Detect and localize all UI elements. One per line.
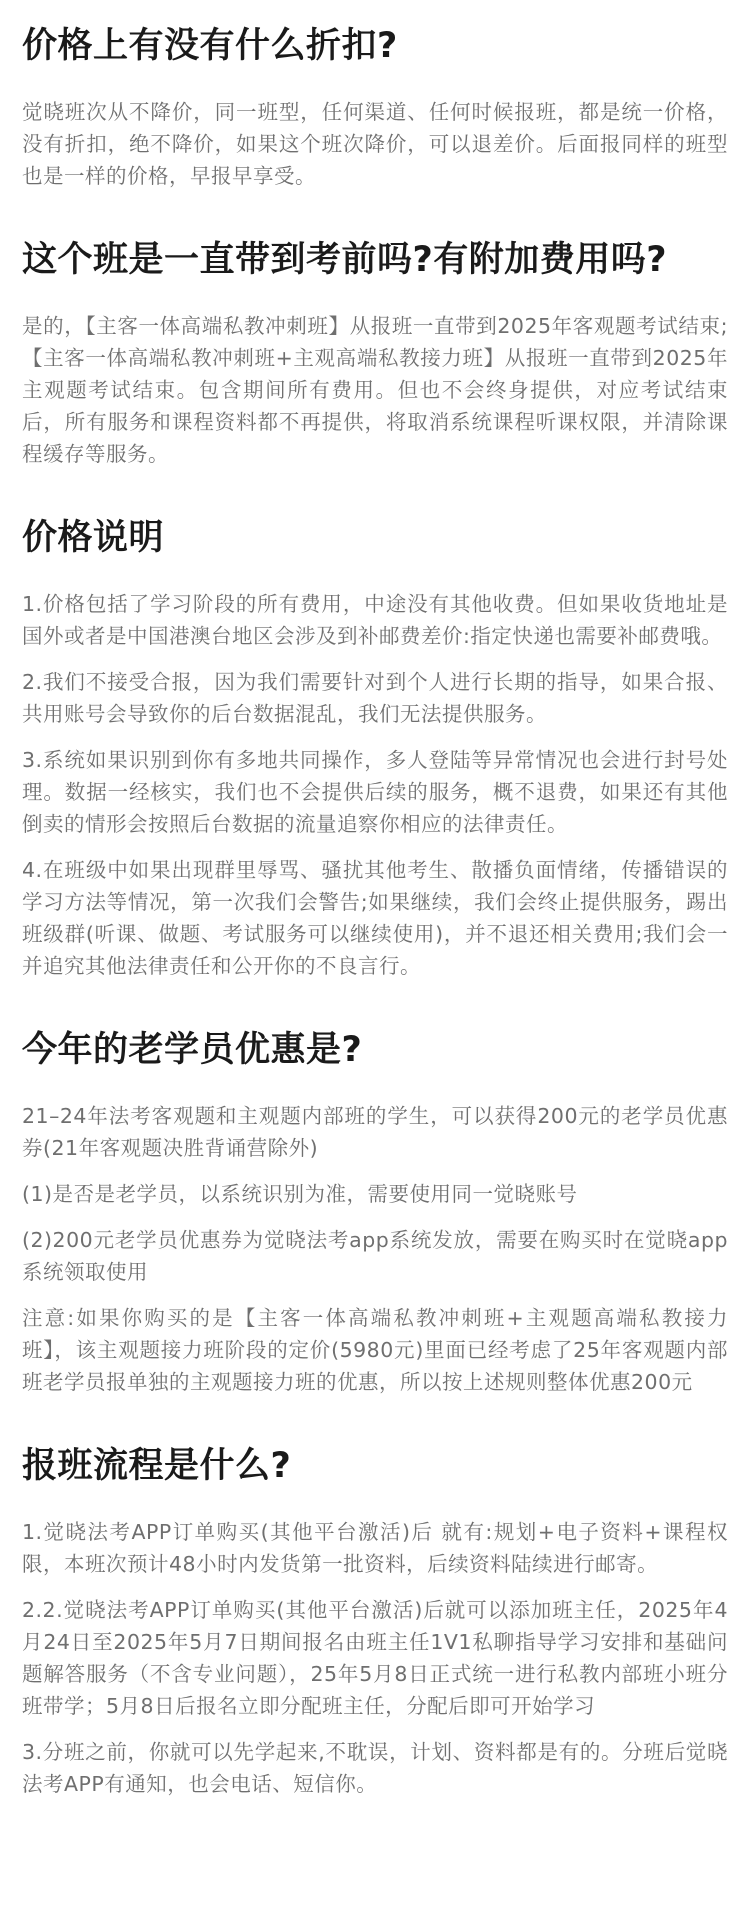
section-paragraph: 21–24年法考客观题和主观题内部班的学生，可以获得200元的老学员优惠券(21年客观题决胜背诵营除外) — [22, 1104, 728, 1160]
section-price-notes — [22, 514, 728, 982]
section-heading: 报班流程是什么? — [22, 1446, 292, 1486]
section-discount — [22, 22, 728, 192]
section-heading: 价格上有没有什么折扣? — [22, 26, 398, 66]
section-duration-fees — [22, 236, 728, 470]
section-paragraph: 3.系统如果识别到你有多地共同操作，多人登陆等异常情况也会进行封号处理。数据一经核实，我们也不会提供后续的服务，概不退费，如果还有其他倒卖的情形会按照后台数据的流量追察你相应的法律责任。 — [22, 748, 728, 836]
section-enrollment-process — [22, 1442, 728, 1800]
section-paragraph: 3.分班之前，你就可以先学起来,不耽误，计划、资料都是有的。分班后觉晓法考APP有通知，也会电话、短信你。 — [22, 1740, 728, 1796]
section-paragraph: 1.价格包括了学习阶段的所有费用，中途没有其他收费。但如果收货地址是国外或者是中国港澳台地区会涉及到补邮费差价:指定快递也需要补邮费哦。 — [22, 592, 728, 648]
section-paragraph: (1)是否是老学员，以系统识别为准，需要使用同一觉晓账号 — [22, 1182, 578, 1206]
section-paragraph: 觉晓班次从不降价，同一班型，任何渠道、任何时候报班，都是统一价格，没有折扣，绝不降价，如果这个班次降价，可以退差价。后面报同样的班型也是一样的价格，早报早享受。 — [22, 100, 728, 188]
section-paragraph: 注意:如果你购买的是【主客一体高端私教冲刺班+主观题高端私教接力班】，该主观题接力班阶段的定价(5980元)里面已经考虑了25年客观题内部班老学员报单独的主观题接力班的优惠，所以按上述规则整体优惠200元 — [22, 1306, 728, 1394]
section-paragraph: 4.在班级中如果出现群里辱骂、骚扰其他考生、散播负面情绪，传播错误的学习方法等情况，第一次我们会警告;如果继续，我们会终止提供服务，踢出班级群(听课、做题、考试服务可以继续使用)，并不退还相关费用;我们会一并追究其他法律责任和公开你的不良言行。 — [22, 858, 728, 978]
section-heading: 今年的老学员优惠是? — [22, 1030, 363, 1070]
section-paragraph: 是的，【主客一体高端私教冲刺班】从报班一直带到2025年客观题考试结束;【主客一体高端私教冲刺班+主观高端私教接力班】从报班一直带到2025年主观题考试结束。包含期间所有费用。但也不会终身提供，对应考试结束后，所有服务和课程资料都不再提供，将取消系统课程听课权限，并清除课程缓存等服务。 — [22, 314, 728, 466]
section-paragraph: 2.2.觉晓法考APP订单购买(其他平台激活)后就可以添加班主任，2025年4月24日至2025年5月7日期间报名由班主任1V1私聊指导学习安排和基础问题解答服务（不含专业问题），25年5月8日正式统一进行私教内部班小班分班带学；5月8日后报名立即分配班主任，分配后即可开始学习 — [22, 1598, 728, 1718]
section-paragraph: 1.觉晓法考APP订单购买(其他平台激活)后 就有:规划+电子资料+课程权限，本班次预计48小时内发货第一批资料，后续资料陆续进行邮寄。 — [22, 1520, 728, 1576]
section-heading: 价格说明 — [22, 518, 165, 558]
section-paragraph: (2)200元老学员优惠券为觉晓法考app系统发放，需要在购买时在觉晓app系统领取使用 — [22, 1228, 728, 1284]
section-paragraph: 2.我们不接受合报，因为我们需要针对到个人进行长期的指导，如果合报、共用账号会导致你的后台数据混乱，我们无法提供服务。 — [22, 670, 728, 726]
section-heading: 这个班是一直带到考前吗?有附加费用吗? — [22, 240, 668, 280]
section-returning-student-discount — [22, 1026, 728, 1398]
